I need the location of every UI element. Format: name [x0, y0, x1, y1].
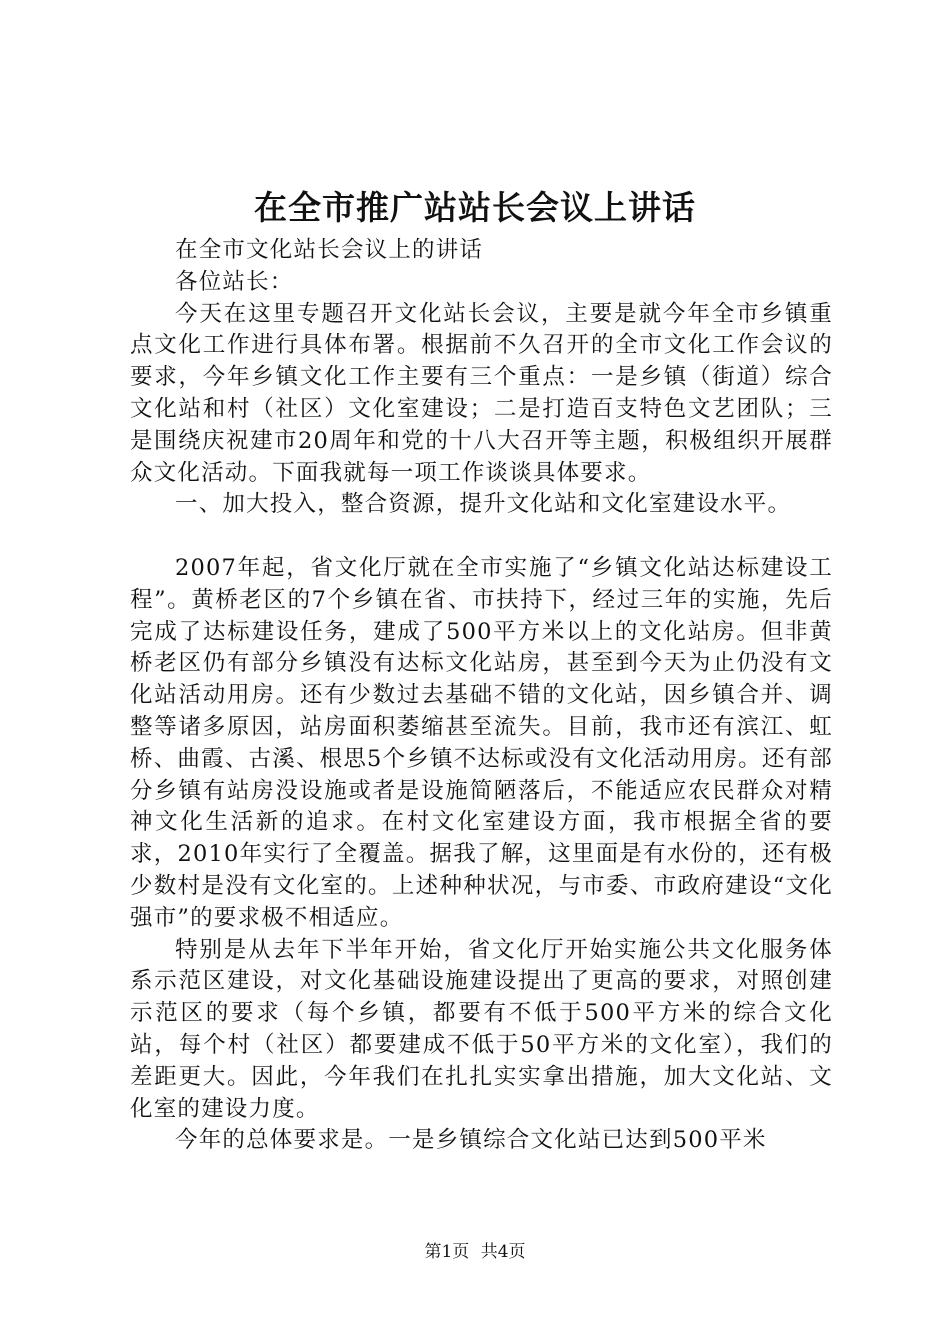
body-paragraph: 2007年起，省文化厅就在全市实施了“乡镇文化站达标建设工程”。黄桥老区的7个乡镇在省、市扶持下，经过三年的实施，先后完成了达标建设任务，建成了500平方米以上的文化站房。但非黄桥老区仍有部分乡镇没有达标文化站房，甚至到今天为止仍没有文化站活动用房。还有少数过去基础不错的文化站，因乡镇合并、调整等诸多原因，站房面积萎缩甚至流失。目前，我市还有滨江、虹桥、曲霞、古溪、根思5个乡镇不达标或没有文化活动用房。还有部分乡镇有站房没设施或者是设施简陋落后，不能适应农民群众对精神文化生活新的追求。在村文化室建设方面，我市根据全省的要求，2010年实行了全覆盖。据我了解，这里面是有水份的，还有极少数村是没有文化室的。上述种种状况，与市委、市政府建设“文化强市”的要求极不相适应。 — [130, 554, 833, 931]
document-body — [130, 235, 833, 1157]
body-paragraph: 特别是从去年下半年开始，省文化厅开始实施公共文化服务体系示范区建设，对文化基础设施建设提出了更高的要求，对照创建示范区的要求（每个乡镇，都要有不低于500平方米的综合文化站，每个村（社区）都要建成不低于50平方米的文化室），我们的差距更大。因此，今年我们在扎扎实实拿出措施，加大文化站、文化室的建设力度。 — [130, 936, 833, 1122]
section-heading: 一、加大投入，整合资源，提升文化站和文化室建设水平。 — [175, 491, 792, 518]
document-title: 在全市推广站站长会议上讲话 — [254, 188, 696, 227]
salutation-paragraph: 各位站长： — [175, 268, 294, 295]
page-number-footer: 第1页 共4页 — [424, 1242, 526, 1262]
body-paragraph: 今年的总体要求是。一是乡镇综合文化站已达到500平米 — [175, 1127, 767, 1154]
body-paragraph: 今天在这里专题召开文化站长会议，主要是就今年全市乡镇重点文化工作进行具体布署。根据前不久召开的全市文化工作会议的要求，今年乡镇文化工作主要有三个重点：一是乡镇（街道）综合文化站和村（社区）文化室建设；二是打造百支特色文艺团队；三是围绕庆祝建市20周年和党的十八大召开等主题，积极组织开展群众文化活动。下面我就每一项工作谈谈具体要求。 — [130, 300, 833, 486]
subtitle-paragraph: 在全市文化站长会议上的讲话 — [175, 237, 484, 263]
